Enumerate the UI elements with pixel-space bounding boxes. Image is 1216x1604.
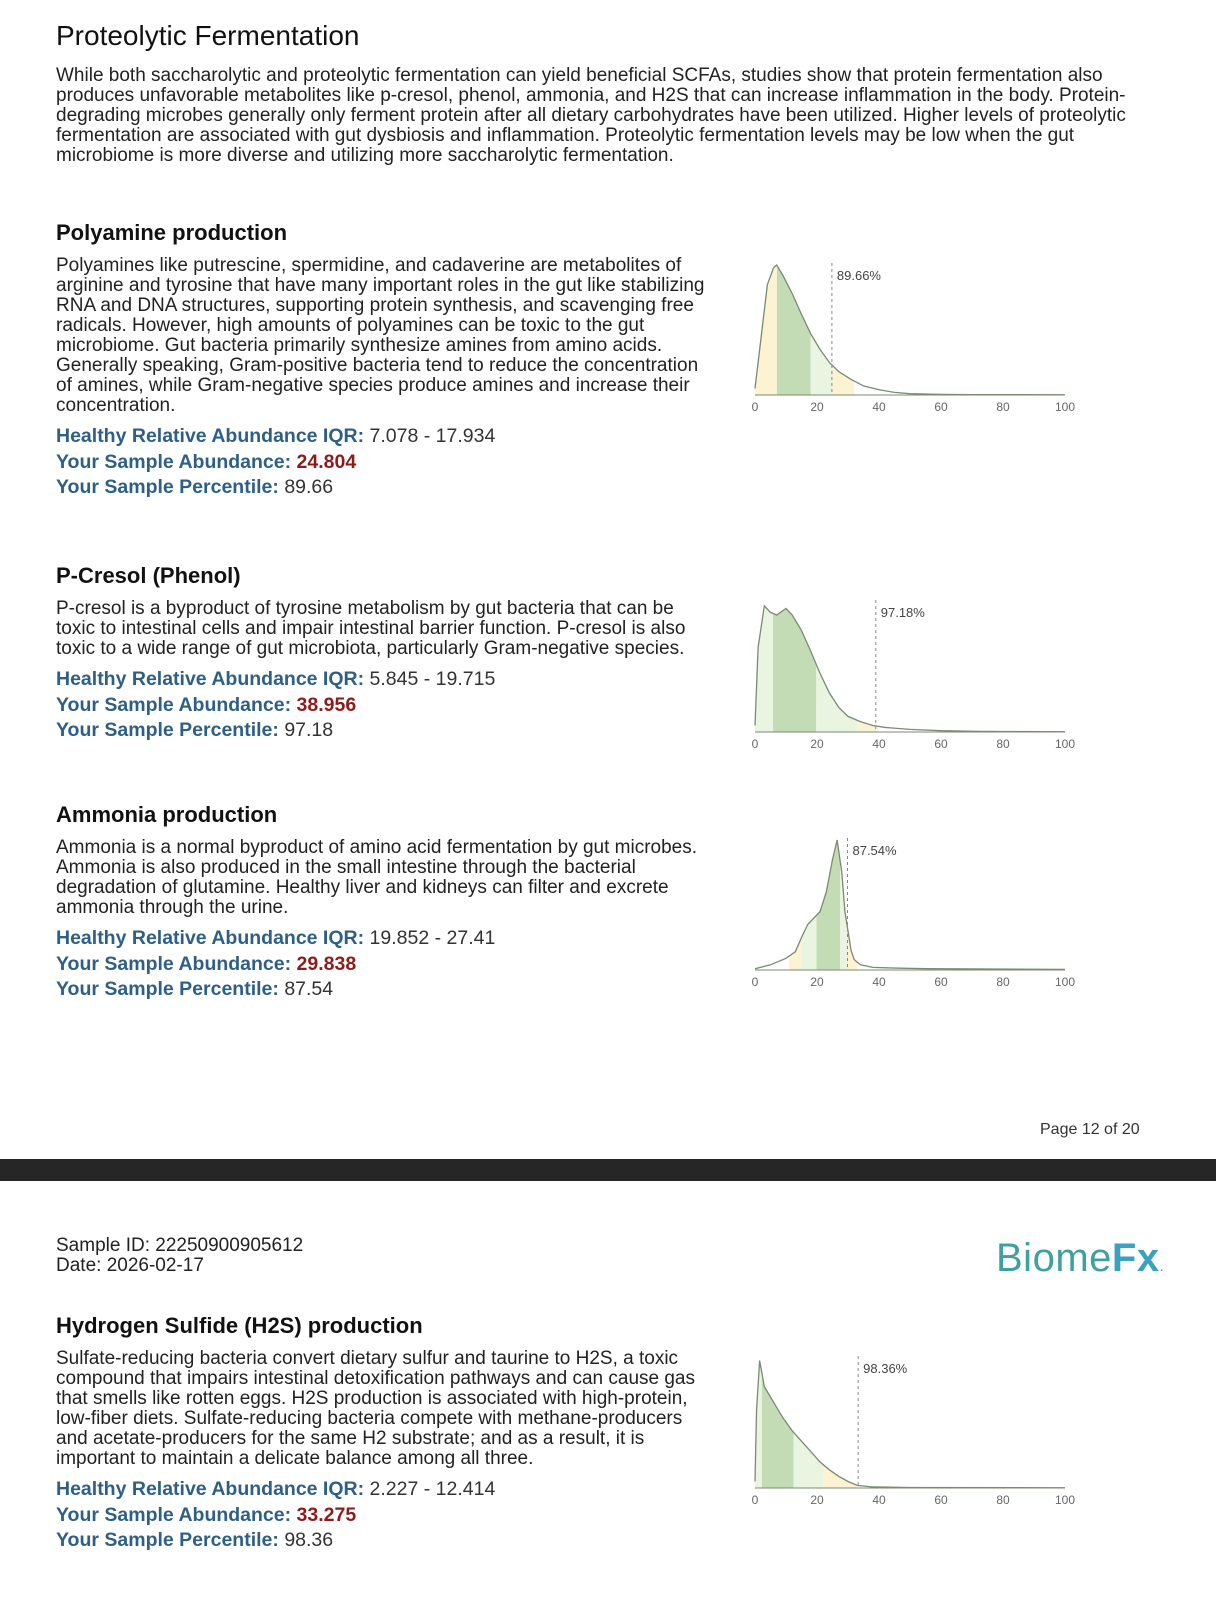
x-tick-label: 20	[810, 737, 824, 751]
x-tick-label: 80	[996, 975, 1010, 989]
logo-text-fx: Fx	[1111, 1236, 1160, 1280]
x-tick-label: 100	[1054, 400, 1076, 414]
section-heading: Polyamine production	[56, 220, 288, 245]
density-svg	[751, 600, 1115, 760]
sample-percentile-label: 87.54%	[852, 843, 897, 858]
sample-percentile-label: 98.36%	[863, 1361, 908, 1376]
abundance-label: Your Sample Abundance:	[56, 450, 292, 473]
percentile-value: 97.18	[284, 719, 334, 741]
iqr-band	[773, 609, 816, 732]
x-tick-label: 40	[872, 737, 886, 751]
iqr-label: Healthy Relative Abundance IQR:	[56, 927, 365, 949]
section-description: P-cresol is a byproduct of tyrosine metabolism by gut bacteria that can be toxic to intestinal cells and impair intestinal barrier function. P-cresol is also toxic to a wide range of gut microbiota, particularly Gram-negative species.	[56, 598, 686, 659]
iqr-value: 7.078 - 17.934	[369, 425, 496, 447]
page-title: Proteolytic Fermentation	[56, 20, 360, 51]
iqr-label: Healthy Relative Abundance IQR:	[56, 425, 365, 447]
x-tick-label: 0	[751, 400, 759, 414]
intro-paragraph: While both saccharolytic and proteolytic fermentation can yield beneficial SCFAs, studies show that protein fermentation also produces unfavorable metabolites like p-cresol, phenol, ammonia, and H2S that can increase inflammation in the body. Protein-degrading microbes generally only ferment protein after all dietary carbohydrates have been utilized. Higher levels of proteolytic fermentation are associated with gut dysbiosis and inflammation. Proteolytic fermentation levels may be low when the gut microbiome is more diverse and utilizing more saccharolytic fermentation.	[56, 65, 1126, 166]
density-chart-pcresol	[751, 600, 1115, 760]
sample-percentile-label: 89.66%	[836, 268, 881, 283]
percentile-value: 89.66	[284, 476, 334, 498]
abundance-label: Your Sample Abundance:	[56, 693, 292, 716]
x-tick-label: 80	[996, 400, 1010, 414]
abundance-value: 24.804	[296, 450, 357, 473]
stats-block	[56, 926, 706, 1003]
percentile-label: Your Sample Percentile:	[56, 1529, 279, 1551]
section-polyamine	[56, 220, 706, 501]
stats-block	[56, 424, 706, 501]
page-number: Page 12 of 20	[1040, 1121, 1140, 1138]
logo-text-biome: Biome	[996, 1236, 1112, 1280]
section-description: Polyamines like putrescine, spermidine, and cadaverine are metabolites of arginine and tyrosine that have many important roles in the gut like stabilizing RNA and DNA structures, supporting protein synthesis, and scavenging free radicals. However, high amounts of polyamines can be toxic to the gut microbiome. Gut bacteria primarily synthesize amines from amino acids. Generally speaking, Gram-positive bacteria tend to reduce the concentration of amines, while Gram-negative species produce amines and increase their concentration.	[56, 255, 705, 416]
x-tick-label: 40	[872, 975, 886, 989]
biomefx-logo	[996, 1236, 1164, 1281]
density-svg	[751, 263, 1115, 423]
section-description: Ammonia is a normal byproduct of amino acid fermentation by gut microbes. Ammonia is also produced in the small intestine through the bacterial degradation of glutamine. Healthy liver and kidneys can filter and excrete ammonia through the urine.	[56, 837, 698, 918]
iqr-band	[817, 840, 840, 970]
x-tick-label: 40	[872, 1493, 886, 1507]
percentile-label: Your Sample Percentile:	[56, 978, 279, 1000]
percentile-value: 98.36	[284, 1529, 334, 1551]
iqr-label: Healthy Relative Abundance IQR:	[56, 1478, 365, 1500]
sample-percentile-label: 97.18%	[880, 605, 925, 620]
abundance-label: Your Sample Abundance:	[56, 1503, 292, 1526]
iqr-label: Healthy Relative Abundance IQR:	[56, 668, 365, 690]
density-chart-polyamine	[751, 263, 1115, 423]
x-tick-label: 20	[810, 1493, 824, 1507]
section-heading: Ammonia production	[56, 802, 278, 827]
x-tick-label: 0	[751, 1493, 759, 1507]
abundance-label: Your Sample Abundance:	[56, 952, 292, 975]
abundance-value: 38.956	[296, 693, 357, 716]
x-tick-label: 100	[1054, 737, 1076, 751]
section-heading: Hydrogen Sulfide (H2S) production	[56, 1313, 423, 1338]
density-svg	[751, 838, 1115, 998]
sample-meta	[56, 1236, 303, 1276]
x-tick-label: 20	[810, 400, 824, 414]
x-tick-label: 60	[934, 1493, 948, 1507]
percentile-value: 87.54	[284, 978, 334, 1000]
section-h2s	[56, 1313, 716, 1554]
iqr-value: 2.227 - 12.414	[369, 1478, 496, 1500]
stats-block	[56, 667, 706, 744]
sample-id: Sample ID: 22250900905612	[56, 1235, 304, 1256]
abundance-value: 29.838	[296, 952, 357, 975]
iqr-value: 5.845 - 19.715	[369, 668, 496, 690]
iqr-value: 19.852 - 27.41	[369, 927, 496, 949]
page-divider	[0, 1159, 1216, 1181]
x-tick-label: 80	[996, 737, 1010, 751]
stats-block	[56, 1477, 716, 1554]
abundance-value: 33.275	[296, 1503, 357, 1526]
section-description: Sulfate-reducing bacteria convert dietary sulfur and taurine to H2S, a toxic compound that impairs intestinal detoxification pathways and can cause gas that smells like rotten eggs. H2S production is associated with high-protein, low-fiber diets. Sulfate-reducing bacteria compete with methane-producers and acetate-producers for the same H2 substrate; and as a result, it is important to maintain a delicate balance among all three.	[56, 1348, 695, 1469]
section-heading: P-Cresol (Phenol)	[56, 563, 241, 588]
x-tick-label: 60	[934, 737, 948, 751]
section-ammonia	[56, 802, 706, 1003]
section-pcresol	[56, 563, 706, 744]
sample-date: Date: 2026-02-17	[56, 1255, 204, 1276]
x-tick-label: 60	[934, 400, 948, 414]
density-chart-h2s	[751, 1356, 1115, 1516]
x-tick-label: 100	[1054, 1493, 1076, 1507]
x-tick-label: 0	[751, 975, 759, 989]
x-tick-label: 40	[872, 400, 886, 414]
iqr-band	[777, 265, 811, 395]
x-tick-label: 60	[934, 975, 948, 989]
x-tick-label: 20	[810, 975, 824, 989]
logo-dot: .	[1159, 1258, 1164, 1274]
percentile-label: Your Sample Percentile:	[56, 719, 279, 741]
density-chart-ammonia	[751, 838, 1115, 998]
density-svg	[751, 1356, 1115, 1516]
x-tick-label: 80	[996, 1493, 1010, 1507]
x-tick-label: 0	[751, 737, 759, 751]
x-tick-label: 100	[1054, 975, 1076, 989]
percentile-label: Your Sample Percentile:	[56, 476, 279, 498]
